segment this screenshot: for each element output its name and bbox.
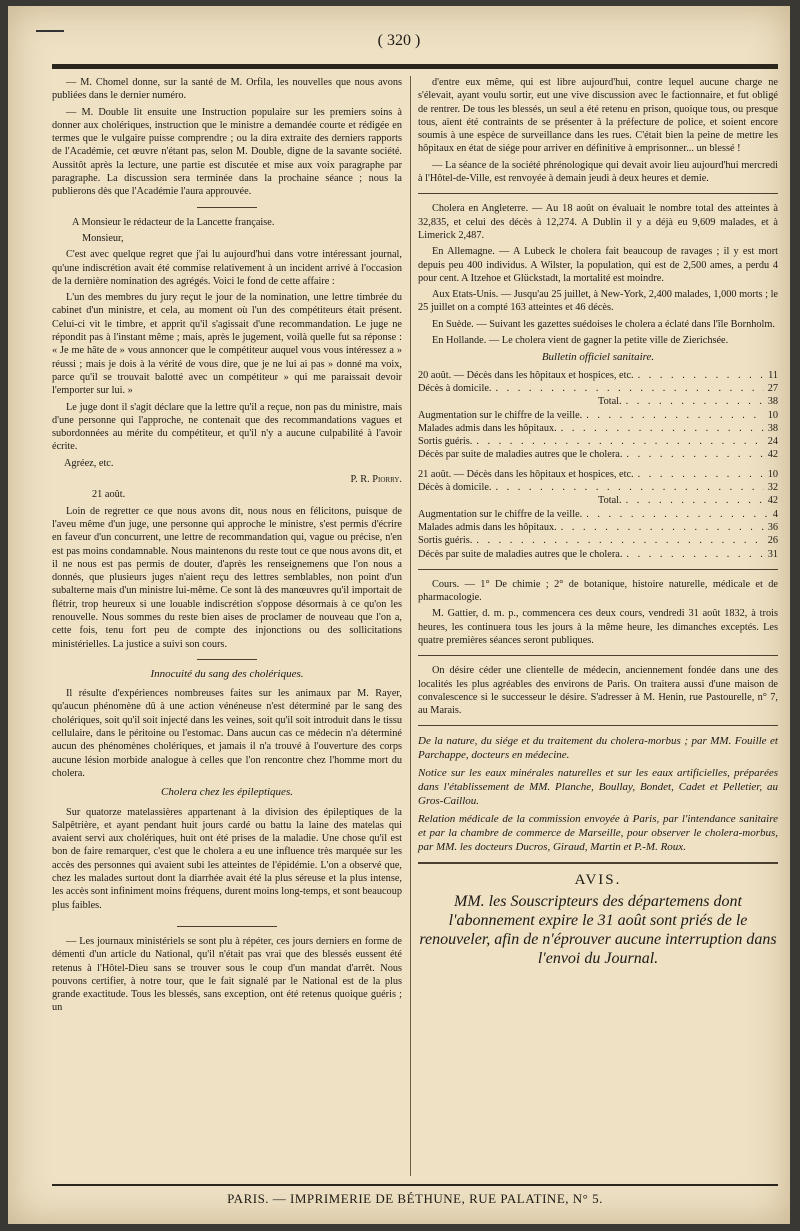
book-notices (418, 734, 778, 854)
news-item: Cholera en Angleterre. — Au 18 août on évaluait le nombre total des atteintes à 32,835, et celui des décès à 12,274. A Dublin il y a déjà eu 9,609 malades, et à Limerick 2,487. (418, 203, 778, 241)
separator (418, 655, 778, 656)
paragraph: Le juge dont il s'agit déclare que la lettre qu'il a reçue, non pas du ministre, mais d'une personne qui l'approche, ne contenait que des recommandations vagues et subordonnées au mérite du compétiteur, et qu'il n'y a aucune culpabilité à l'avoir écrite. (52, 401, 402, 453)
bulletin-row-total: Total. . . . 38 (418, 395, 778, 408)
separator (197, 207, 257, 208)
news-item: Aux Etats-Unis. — Jusqu'au 25 juillet, à New-York, 2,400 malades, 1,000 morts ; le 25 juillet on a compté 163 atteintes et 46 décès. (418, 289, 779, 314)
paragraph: M. Gattier, d. m. p., commencera ces deux cours, vendredi 31 août 1832, à trois heures, les continuera tous les jours à la même heure, les dimanches exceptés. Les quatre premières séances seront publiques. (418, 608, 778, 646)
bulletin-row: Malades admis dans les hôpitaux. . . . 38 (418, 422, 778, 435)
newspaper-page (8, 6, 790, 1224)
printer-footer: PARIS. — IMPRIMERIE DE BÉTHUNE, RUE PALATINE, N° 5. (52, 1184, 778, 1207)
paragraph: — Les journaux ministériels se sont plu à répéter, ces jours derniers en forme de démenti d'un article du National, qu'il n'était pas vrai que des blessés eussent été retenus à l'Hôtel-Dieu sans se trouver sous le coup d'un mandat d'arrêt. Nous pouvons certifier, à notre tour, que le fait signalé par le National est de la plus grande exactitude. Tous les blessés, sans exception, ont été retenus quoique guéris ; un (52, 935, 402, 1014)
bulletin-row: Décès par suite de maladies autres que le cholera. . . . 31 (418, 548, 778, 561)
advertisement: On désire céder une clientelle de médecin, anciennement fondée dans une des localités les plus agréables des environs de Paris. On traitera aussi d'une maison de convalescence si le successeur le désire. S'adresser à M. Henin, rue Pastourelle, n° 7, au Marais. (418, 665, 778, 717)
bulletin-table-21 (418, 468, 778, 561)
bulletin-row: Augmentation sur le chiffre de la veille. . . . 4 (418, 508, 778, 521)
book-notice: Relation médicale de la commission envoyée à Paris, par l'intendance sanitaire et par la chambre de commerce de Marseille, pour observer le cholera-morbus, par MM. les docteurs Ducros, Giraud, Martin et P.-M. Roux. (418, 813, 778, 854)
signature: P. R. Piorry. (350, 474, 402, 486)
avis-body: MM. les Souscripteurs des départemens dont l'abonnement expire le 31 août sont priés de le renouveler, afin de n'éprouver aucune interruption dans l'envoi du Journal. (419, 892, 777, 967)
bulletin-row-total: Total. . . . 42 (418, 494, 778, 507)
bulletin-row: 21 août. — Décès dans les hôpitaux et hospices, etc. . . . 10 (418, 468, 778, 481)
paragraph: C'est avec quelque regret que j'ai lu aujourd'hui dans votre intéressant journal, qu'une indiscrétion avait été commise relativement à un incident arrivé à l'occasion de la dernière nomination des agrégés. Voici le fond de cette affaire : (52, 249, 402, 287)
page-number: ( 320 ) (377, 32, 421, 49)
bulletin-row: Décès par suite de maladies autres que le cholera. . . . 42 (418, 448, 778, 461)
bulletin-row: Décès à domicile. . . . 27 (418, 382, 778, 395)
paragraph: Cours. — 1° De chimie ; 2° de botanique, histoire naturelle, médicale et de pharmacologie. (418, 578, 778, 604)
paragraph: — La séance de la société phrénologique qui devait avoir lieu aujourd'hui mercredi à l'Hôtel-de-Ville, est renvoyée à demain jeudi à deux heures et demie. (418, 159, 778, 185)
column-divider (410, 76, 411, 1176)
top-rule (52, 64, 778, 69)
separator (418, 193, 778, 194)
separator (418, 569, 778, 570)
news-item: En Suède. — Suivant les gazettes suédoises le cholera a éclaté dans l'île Bornholm. (432, 318, 775, 330)
closing: Agréez, etc. (64, 457, 114, 469)
separator (418, 725, 778, 726)
salutation: Monsieur, (82, 232, 124, 244)
news-item: En Allemagne. — A Lubeck le cholera fait beaucoup de ravages ; il y est mort depuis peu 400 individus. A Wilster, la population, qui est de 2,500 ames, a perdu 4 pour cent. A Itzehoe et Glückstadt, la mortalité est moindre. (418, 246, 778, 284)
avis-title: AVIS. (574, 872, 622, 889)
section-heading: Cholera chez les épileptiques. (161, 786, 293, 799)
bulletin-row: 20 août. — Décès dans les hôpitaux et hospices, etc. . . . 11 (418, 369, 778, 382)
bulletin-row: Malades admis dans les hôpitaux. . . . 36 (418, 521, 778, 534)
paragraph: L'un des membres du jury reçut le jour de la nomination, une lettre timbrée du cabinet d'un ministre, et cela, au moment où l'un des compétiteurs était présent. Celui-ci vit le timbre, et apprit qu'il s'agissait d'une recommandation. Le juge ne répondit pas à l'instant même ; mais, après le jugement, voilà quelle fut sa réponse : « Je me hâte de » vous annoncer que le compétiteur auquel vous vous intéressez a » réussi ; mais je dois à la vérité de vous dire, que je ne lui ai pas » donné ma voix, parce qu'il se trouvait balotté avec un compétiteur » qui me paraissait devoir l'emporter sur lui. » (52, 292, 402, 397)
paragraph: — M. Double lit ensuite une Instruction populaire sur les premiers soins à donner aux cholériques, instruction que le ministre a demandée courte et rédigée en termes que le vulgaire puisse comprendre ; ou la dira extraite des derniers rapports de l'Académie, cet œuvre n'étant pas, selon M. Double, digne de la savante société. Aussitôt après la lecture, une partie est discutée et mise aux voix paragraphe par paragraphe. La discussion sera terminée dans la prochaine séance ; nous la publierons dès que l'Académie l'aura approuvée. (52, 106, 402, 198)
right-column (418, 76, 778, 971)
separator (177, 926, 277, 927)
book-notice: De la nature, du siége et du traitement du cholera-morbus ; par MM. Fouille et Parchappe, docteurs en médecine. (418, 735, 778, 762)
left-column (52, 76, 402, 1018)
bulletin-row: Sortis guéris. . . . 24 (418, 435, 778, 448)
paragraph: Loin de regretter ce que nous avons dit, nous nous en félicitons, puisque de l'aveu même d'un juge, une personne qui approche le ministre, s'est permis d'écrire en faveur d'un concurrent, une lettre de recommandation qui, vague ou précise, n'en est pas moins condamnable. Nous maintenons du reste tout ce que nous avons dit, et il ne nous est pas permis de douter, d'après les renseignemens que l'on nous a donnés, que plusieurs juges n'aient reçu des lettres semblables, non point d'un subalterne mais d'un ministre lui-même. Ce sont là des manœuvres qu'il importait de flétrir, trop heureux si une louable indiscrétion s'oppose désormais à ce qu'on les renouvelle. Nous sommes du reste bien aises de proclamer de nouveau que l'on a, cette fois, tenu fort peu de compte des injonctions ou des sollicitations ministérielles. La justice a suivi son cours. (52, 505, 402, 650)
separator (197, 659, 257, 660)
paragraph: Sur quatorze matelassières appartenant à la division des épileptiques de la Salpêtrière, et ayant pendant huit jours cardé ou battu la laine des matelas qui avaient servi aux cholériques, huit ont été prises de la maladie. Une chose qu'il est bon de faire remarquer, c'est que le cholera a eu une influence très marquée sur les accès des personnes qui avaient subi les atteintes de l'épidémie. L'on a observé que, chez les malades surtout dont la diarrhée avait été la plus séreuse et la plus intense, les accès sont infiniment moins fréquens, durent moins long-temps, et sont beaucoup plus faibles. (52, 806, 402, 911)
date-line: 21 août. (92, 489, 126, 501)
paragraph: Il résulte d'expériences nombreuses faites sur les animaux par M. Rayer, qu'aucun phénomène dû à une action vénéneuse n'est déterminé par le sang des cholériques, soit qu'il soit injecté dans les veines, soit qu'il soit introduit dans le tissu cellulaire, dans le péritoine ou l'estomac. Dans aucun cas ce médecin n'a déterminé aucun des phénomènes cholériques, et jamais il n'a trouvé à l'ouverture des corps aucune lésion morbide analogue à celles que l'on rencontre chez l'homme mort du cholera. (52, 688, 402, 779)
bulletin-row: Sortis guéris. . . . 26 (418, 534, 778, 547)
section-heading: Innocuité du sang des cholériques. (150, 667, 304, 680)
bulletin-row: Augmentation sur le chiffre de la veille. . . . 10 (418, 409, 778, 422)
separator (418, 862, 778, 864)
news-item: En Hollande. — Le cholera vient de gagner la petite ville de Zierichsée. (432, 335, 729, 347)
letter-heading: A Monsieur le rédacteur de la Lancette française. (72, 216, 275, 228)
bulletin-title: Bulletin officiel sanitaire. (541, 351, 655, 364)
bulletin-table-20 (418, 369, 778, 462)
book-notice: Notice sur les eaux minérales naturelles et sur les eaux artificielles, préparées dans l'établissement de MM. Planche, Boullay, Bondet, Cadet et Pelletier, au Gros-Caillou. (418, 767, 778, 808)
paragraph: d'entre eux même, qui est libre aujourd'hui, contre lequel aucune charge ne s'élevait, ayant voulu sortir, eut une vive discussion avec le factionnaire, et fut obligé de rentrer. De tous les blessés, un seul a été retenu en prison, quoique tous, ou presque tous, aient été contraints de se présenter à la préfecture de police, et soient encore soumis à une espèce de surveillance dans les rues. C'était bien la peine de mettre les hôpitaux en état de siége pour arriver en définitive à emprisonner... un blessé ! (418, 77, 778, 155)
bulletin-row: Décès à domicile. . . . 32 (418, 481, 778, 494)
paragraph: — M. Chomel donne, sur la santé de M. Orfila, les nouvelles que nous avons publiées dans le dernier numéro. (52, 77, 402, 102)
